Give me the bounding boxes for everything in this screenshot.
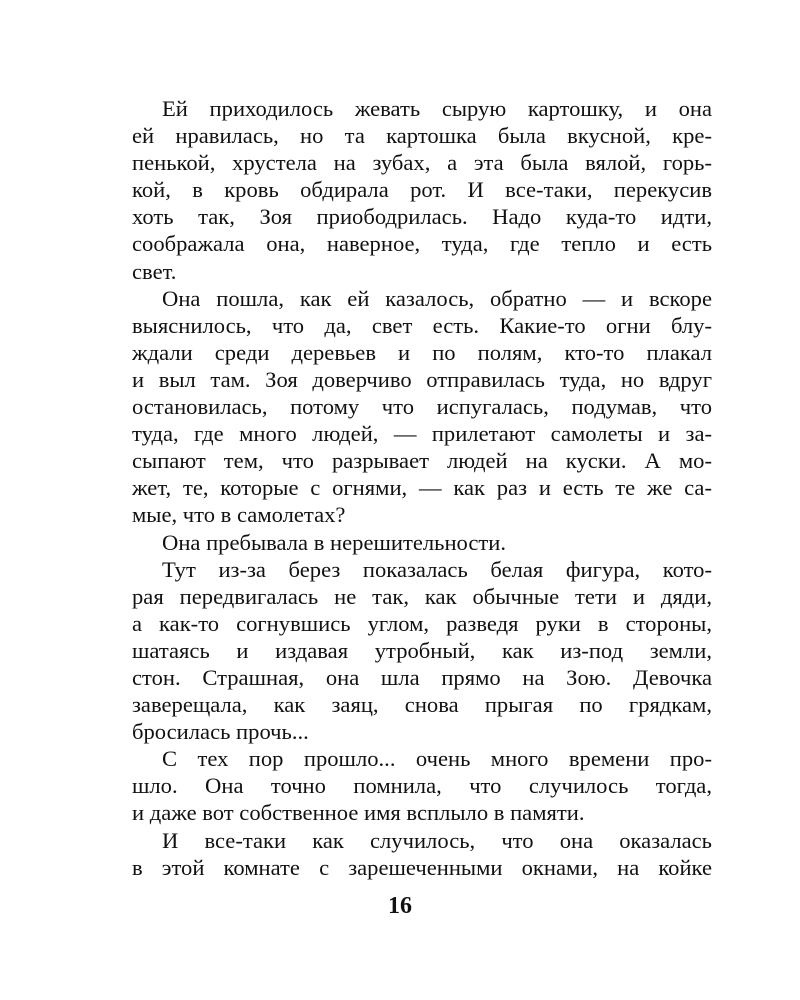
body-text xyxy=(132,95,712,881)
text-line: мые, что в самолетах? xyxy=(132,502,346,528)
text-line: стон. Страшная, она шла прямо на Зою. Девочка xyxy=(132,664,712,690)
text-line: ждали среди деревьев и по полям, кто-то плакал xyxy=(132,339,712,365)
text-line: Она пошла, как ей казалось, обратно — и вскоре xyxy=(162,285,712,311)
text-line: шатаясь и издавая утробный, как из-под земли, xyxy=(132,637,712,663)
text-line: соображала она, наверное, туда, где тепло и есть xyxy=(132,231,712,257)
text-line: в этой комнате с зарешеченными окнами, на койке xyxy=(132,854,712,880)
text-line: туда, где много людей, — прилетают самолеты и за- xyxy=(132,421,712,447)
text-line: Тут из-за берез показалась белая фигура, кото- xyxy=(162,556,712,582)
text-line: пенькой, хрустела на зубах, а эта была вялой, горь- xyxy=(132,150,712,176)
text-line: и выл там. Зоя доверчиво отправилась туда, но вдруг xyxy=(132,366,712,392)
text-line: свет. xyxy=(132,258,177,284)
text-line: жет, те, которые с огнями, — как раз и есть те же са- xyxy=(132,475,712,501)
text-line: бросилась прочь... xyxy=(132,719,309,745)
text-line: выяснилось, что да, свет есть. Какие-то огни блу- xyxy=(132,312,712,338)
text-line: хоть так, Зоя приободрилась. Надо куда-то идти, xyxy=(132,204,712,230)
text-line: а как-то согнувшись углом, разведя руки в стороны, xyxy=(132,610,712,636)
text-line: остановилась, потому что испугалась, подумав, что xyxy=(132,394,712,420)
text-line: ей нравилась, но та картошка была вкусной, кре- xyxy=(132,123,712,149)
text-line: кой, в кровь обдирала рот. И все-таки, перекусив xyxy=(132,177,712,203)
text-line: и даже вот собственное имя всплыло в памяти. xyxy=(132,800,585,826)
text-line: Она пребывала в нерешительности. xyxy=(162,529,507,555)
text-line: заверещала, как заяц, снова прыгая по грядкам, xyxy=(132,692,712,718)
page-number: 16 xyxy=(388,893,412,919)
text-line: рая передвигалась не так, как обычные тети и дяди, xyxy=(132,583,712,609)
text-line: сыпают тем, что разрывает людей на куски. А мо- xyxy=(132,448,712,474)
text-line: шло. Она точно помнила, что случилось тогда, xyxy=(132,773,712,799)
text-line: И все-таки как случилось, что она оказалась xyxy=(162,827,712,853)
text-line: Ей приходилось жевать сырую картошку, и она xyxy=(162,96,712,121)
text-line: С тех пор прошло... очень много времени про- xyxy=(162,746,712,772)
